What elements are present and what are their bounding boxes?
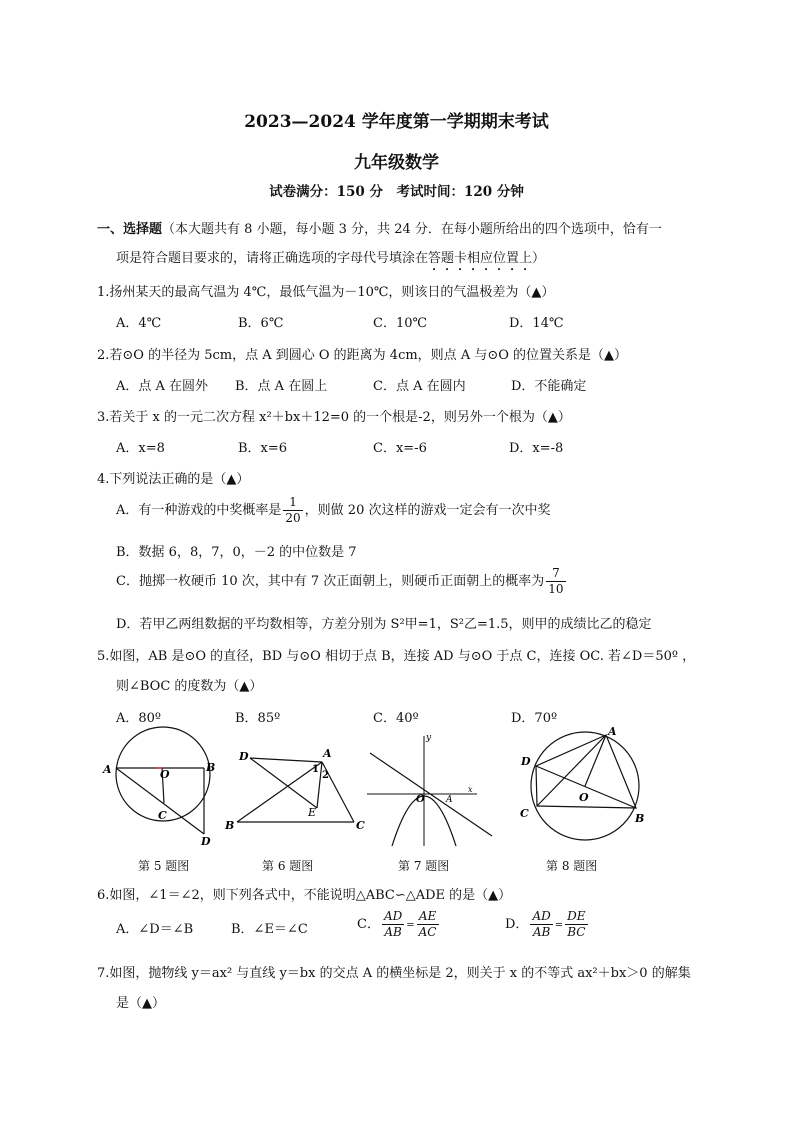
q4-a-fraction — [283, 495, 302, 526]
section-heading: 一、选择题 — [97, 222, 163, 237]
figure-6 — [222, 740, 367, 840]
q4-option-a — [116, 495, 550, 526]
q4-a-den: 20 — [285, 511, 301, 525]
section-heading-line — [97, 218, 662, 237]
subject-title: 九年级数学 — [354, 153, 439, 173]
q5-stem-1: 5.如图，AB 是⊙O 的直径，BD 与⊙O 相切于点 B，连接 AD 与⊙O 于点 C，连接 OC. 若∠D＝50º ， — [97, 649, 696, 664]
page-title: 2023—2024 学年度第一学期期末考试 — [244, 112, 549, 132]
q4-c-part1: C．抛掷一枚硬币 10 次，其中有 7 次正面朝上，则硬币正面朝上的概率为 — [116, 574, 545, 589]
q5-option-d: D．70º — [511, 711, 558, 726]
q6-d-den1: AB — [532, 925, 551, 939]
q6-option-c — [357, 909, 441, 940]
q2-option-a: A．点 A 在圆外 — [116, 379, 209, 394]
q4-option-c — [116, 566, 568, 597]
q6-c-eq: = — [406, 920, 415, 931]
fig6-line-da — [250, 758, 322, 762]
section-desc-2c: ） — [532, 251, 546, 266]
q5-option-c: C．40º — [373, 711, 419, 726]
q2-stem: 2.若⊙O 的半径为 5cm，点 A 到圆心 O 的距离为 4cm，则点 A 与⊙O 的位置关系是（▲） — [97, 348, 628, 363]
q7-stem-1: 7.如图，抛物线 y＝ax² 与直线 y＝bx 的交点 A 的横坐标是 2，则关于 x 的不等式 ax²＋bx＞0 的解集 — [97, 966, 691, 981]
q2-option-b: B．点 A 在圆上 — [235, 379, 328, 394]
q6-c-frac2 — [417, 909, 439, 940]
q2-option-c: C．点 A 在圆内 — [373, 379, 466, 394]
q6-c-den1: AB — [384, 925, 402, 939]
q4-c-fraction — [546, 566, 565, 597]
fig6-label-c: C — [356, 819, 365, 832]
q2-option-d: D．不能确定 — [511, 379, 587, 394]
figure-5 — [100, 722, 225, 847]
caption-fig5: 第 5 题图 — [138, 859, 190, 873]
fig5-label-a: A — [103, 763, 112, 776]
q5-option-b: B．85º — [235, 711, 281, 726]
q1-option-d: D．14℃ — [509, 316, 564, 331]
q6-d-den2: BC — [567, 925, 586, 939]
fig5-label-o: O — [160, 768, 170, 781]
q6-c-den2: AC — [418, 925, 437, 939]
fig7-label-y: y — [426, 733, 432, 743]
q6-d-label: D． — [505, 917, 529, 932]
q1-option-c: C．10℃ — [373, 316, 428, 331]
fig6-label-1: 1 — [312, 764, 319, 775]
fig5-label-d: D — [201, 835, 211, 847]
q3-option-b: B．x=6 — [238, 441, 288, 456]
section-desc-2b: 答题卡相应位置上 — [428, 251, 533, 266]
q6-d-frac2 — [565, 909, 587, 940]
q6-option-b: B．∠E＝∠C — [231, 922, 308, 937]
q6-c-num1: AD — [383, 909, 403, 923]
q1-option-a: A．4℃ — [116, 316, 162, 331]
fig5-label-c: C — [158, 809, 167, 822]
q6-d-num1: AD — [532, 909, 551, 923]
q6-d-num2: DE — [567, 909, 586, 923]
q1-stem: 1.扬州某天的最高气温为 4℃，最低气温为－10℃，则该日的气温极差为（▲） — [97, 285, 555, 300]
fig5-label-b: B — [206, 761, 216, 774]
fig8-label-a: A — [608, 725, 617, 738]
q6-option-a: A．∠D＝∠B — [116, 922, 194, 937]
fig7-label-o: O — [416, 794, 425, 805]
q3-option-d: D．x=-8 — [509, 441, 564, 456]
q4-a-part2: ，则做 20 次这样的游戏一定会有一次中奖 — [304, 503, 551, 518]
fig6-label-2: 2 — [322, 770, 329, 781]
figure-7 — [362, 728, 497, 848]
caption-fig8: 第 8 题图 — [546, 859, 598, 873]
q4-a-part1: A．有一种游戏的中奖概率是 — [116, 503, 282, 518]
fig6-label-a: A — [323, 747, 332, 760]
q3-option-a: A．x=8 — [116, 441, 165, 456]
caption-fig6: 第 6 题图 — [262, 859, 314, 873]
fig8-label-c: C — [520, 807, 529, 820]
q6-d-frac1 — [530, 909, 552, 940]
section-desc-2a: 项是符合题目要求的，请将正确选项的字母代号填涂在 — [116, 251, 429, 266]
q7-stem-2: 是（▲） — [116, 996, 165, 1011]
q6-c-num2: AE — [417, 909, 439, 925]
q6-c-frac1 — [382, 909, 404, 940]
fig6-label-e: E — [308, 806, 317, 819]
q1-option-b: B．6℃ — [238, 316, 284, 331]
section-desc-line2 — [116, 247, 545, 274]
exam-info: 试卷满分：150 分 考试时间：120 分钟 — [269, 184, 524, 200]
q6-option-d — [505, 909, 590, 940]
fig7-label-a: A — [446, 795, 453, 805]
fig8-label-b: B — [635, 812, 645, 825]
q3-stem: 3.若关于 x 的一元二次方程 x²＋bx＋12=0 的一个根是-2，则另外一个根为（▲） — [97, 410, 571, 425]
figure-8 — [512, 722, 652, 847]
fig6-label-b: B — [225, 819, 235, 832]
q4-a-num: 1 — [283, 495, 302, 511]
q5-stem-2: 则∠BOC 的度数为（▲） — [116, 679, 263, 694]
q6-d-eq: = — [554, 920, 564, 931]
q6-c-label: C． — [357, 917, 380, 932]
q4-option-d: D．若甲乙两组数据的平均数相等，方差分别为 S²甲=1，S²乙=1.5，则甲的成绩比乙的稳定 — [116, 617, 652, 632]
q4-c-den: 10 — [548, 582, 564, 596]
q4-c-num: 7 — [546, 566, 565, 582]
q4-stem: 4.下列说法正确的是（▲） — [97, 472, 250, 487]
q6-stem: 6.如图，∠1＝∠2，则下列各式中，不能说明△ABC∽△ADE 的是（▲） — [97, 888, 512, 903]
q3-option-c: C．x=-6 — [373, 441, 427, 456]
fig6-line-de — [250, 758, 317, 808]
section-desc-1: （本大题共有 8 小题，每小题 3 分，共 24 分．在每小题所给出的四个选项中，恰有一 — [162, 222, 662, 237]
fig6-label-d: D — [239, 750, 249, 763]
caption-fig7: 第 7 题图 — [398, 859, 450, 873]
q5-option-a: A．80º — [116, 711, 162, 726]
fig8-label-d: D — [521, 755, 531, 768]
fig7-label-x: x — [468, 785, 473, 794]
q4-option-b: B．数据 6，8，7，0，－2 的中位数是 7 — [116, 545, 357, 560]
fig8-label-o: O — [579, 791, 589, 804]
